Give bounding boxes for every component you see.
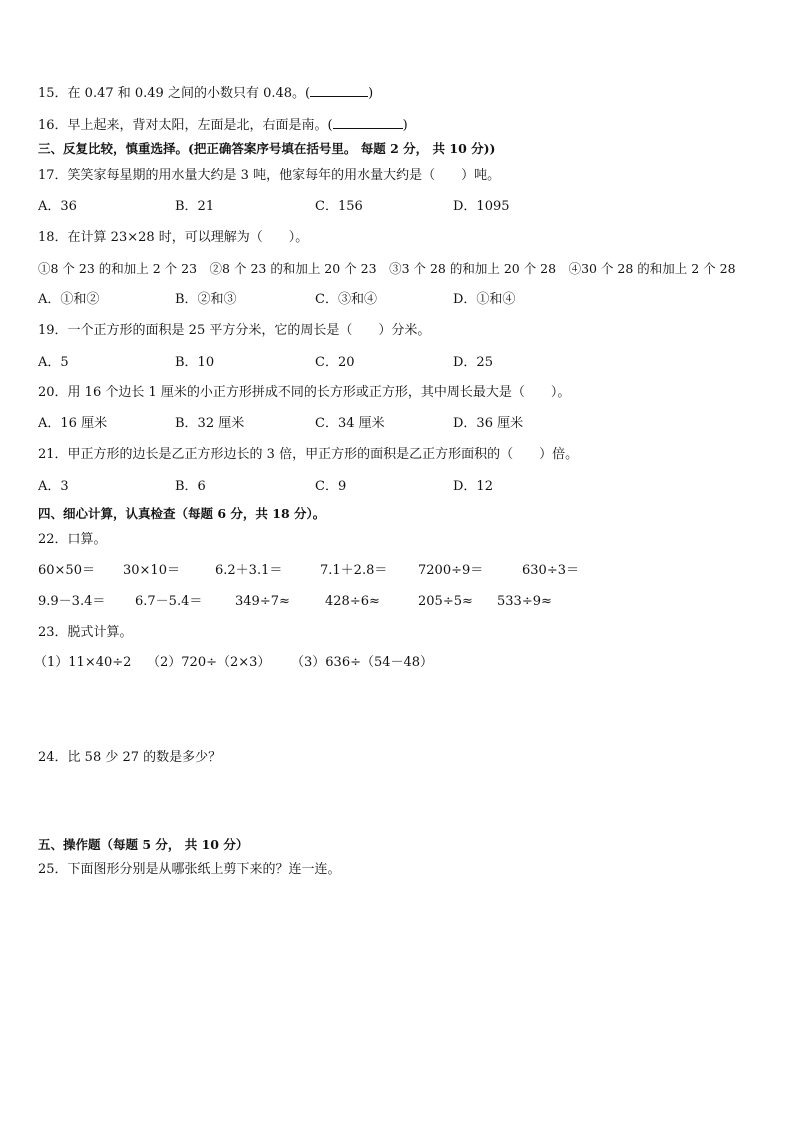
mental-calc-item: 6.7－5.4＝: [135, 594, 203, 609]
q21-option-b[interactable]: B．6: [175, 479, 206, 494]
q21-stem: 21．甲正方形的边长是乙正方形边长的 3 倍，甲正方形的面积是乙正方形面积的（ ）倍。: [38, 447, 579, 462]
mental-calc-item: 60×50＝: [38, 563, 95, 578]
q17-option-c[interactable]: C．156: [315, 199, 363, 214]
q23-stem: 23．脱式计算。: [38, 625, 133, 640]
q20-option-c[interactable]: C．34 厘米: [315, 416, 385, 431]
stepwise-calc-item: （3）636÷（54－48）: [291, 655, 434, 670]
q19-option-d[interactable]: D．25: [453, 355, 493, 370]
q21-option-c[interactable]: C．9: [315, 479, 347, 494]
mental-calc-item: 30×10＝: [123, 563, 180, 578]
section-5-title: 五、操作题（每题 5 分， 共 10 分）: [38, 837, 249, 852]
q20-option-b[interactable]: B．32 厘米: [175, 416, 245, 431]
q25-text: 25．下面图形分别是从哪张纸上剪下来的？连一连。: [38, 862, 341, 877]
q16-answer-blank[interactable]: [333, 116, 403, 129]
q17-option-d[interactable]: D．1095: [453, 199, 510, 214]
mental-calc-item: 6.2＋3.1＝: [215, 563, 283, 578]
mental-calc-item: 349÷7≈: [235, 594, 290, 609]
stepwise-calc-item: （2）720÷（2×3）: [147, 655, 271, 670]
q18-option-a[interactable]: A．①和②: [38, 292, 100, 307]
q22-stem: 22．口算。: [38, 532, 107, 547]
q15-line: [38, 84, 373, 102]
section-4-title: 四、细心计算，认真检查（每题 6 分，共 18 分）。: [38, 506, 326, 521]
mental-calc-item: 7.1＋2.8＝: [320, 563, 388, 578]
mental-calc-item: 9.9－3.4＝: [38, 594, 106, 609]
mental-calc-item: 205÷5≈: [418, 594, 473, 609]
mental-calc-item: 7200÷9＝: [418, 563, 484, 578]
q15-close: ): [368, 86, 374, 101]
q18-stem: 18．在计算 23×28 时，可以理解为（ ）。: [38, 230, 309, 245]
section-3-title: 三、反复比较，慎重选择。(把正确答案序号填在括号里。 每题 2 分， 共 10 分)): [38, 141, 496, 156]
q18-option-c[interactable]: C．③和④: [315, 292, 377, 307]
q19-option-a[interactable]: A．5: [38, 355, 69, 370]
mental-calc-item: 533÷9≈: [497, 594, 552, 609]
q15-text: 15．在 0.47 和 0.49 之间的小数只有 0.48。(: [38, 86, 311, 101]
q20-option-d[interactable]: D．36 厘米: [453, 416, 524, 431]
mental-calc-item: 630÷3＝: [522, 563, 579, 578]
q17-option-b[interactable]: B．21: [175, 199, 215, 214]
q19-option-b[interactable]: B．10: [175, 355, 215, 370]
q20-stem: 20．用 16 个边长 1 厘米的小正方形拼成不同的长方形或正方形，其中周长最大是（ ）。: [38, 385, 571, 400]
q18-choices: ①8 个 23 的和加上 2 个 23 ②8 个 23 的和加上 20 个 23 ③3 个 28 的和加上 20 个 28 ④30 个 28 的和加上 2 个 28: [38, 261, 736, 276]
q15-answer-blank[interactable]: [310, 84, 368, 97]
q24-text: 24．比 58 少 27 的数是多少？: [38, 750, 222, 765]
q16-line: [38, 116, 408, 134]
q16-close: ): [402, 118, 408, 133]
q21-option-d[interactable]: D．12: [453, 479, 493, 494]
q18-option-b[interactable]: B．②和③: [175, 292, 237, 307]
q19-option-c[interactable]: C．20: [315, 355, 355, 370]
q16-text: 16．早上起来，背对太阳，左面是北，右面是南。(: [38, 118, 333, 133]
q20-option-a[interactable]: A．16 厘米: [38, 416, 108, 431]
q17-option-a[interactable]: A．36: [38, 199, 77, 214]
mental-calc-item: 428÷6≈: [325, 594, 380, 609]
q17-stem: 17．笑笑家每星期的用水量大约是 3 吨，他家每年的用水量大约是（ ）吨。: [38, 168, 501, 183]
stepwise-calc-item: （1）11×40÷2: [34, 655, 132, 670]
q19-stem: 19．一个正方形的面积是 25 平方分米，它的周长是（ ）分米。: [38, 323, 431, 338]
q18-option-d[interactable]: D．①和④: [453, 292, 516, 307]
q21-option-a[interactable]: A．3: [38, 479, 69, 494]
